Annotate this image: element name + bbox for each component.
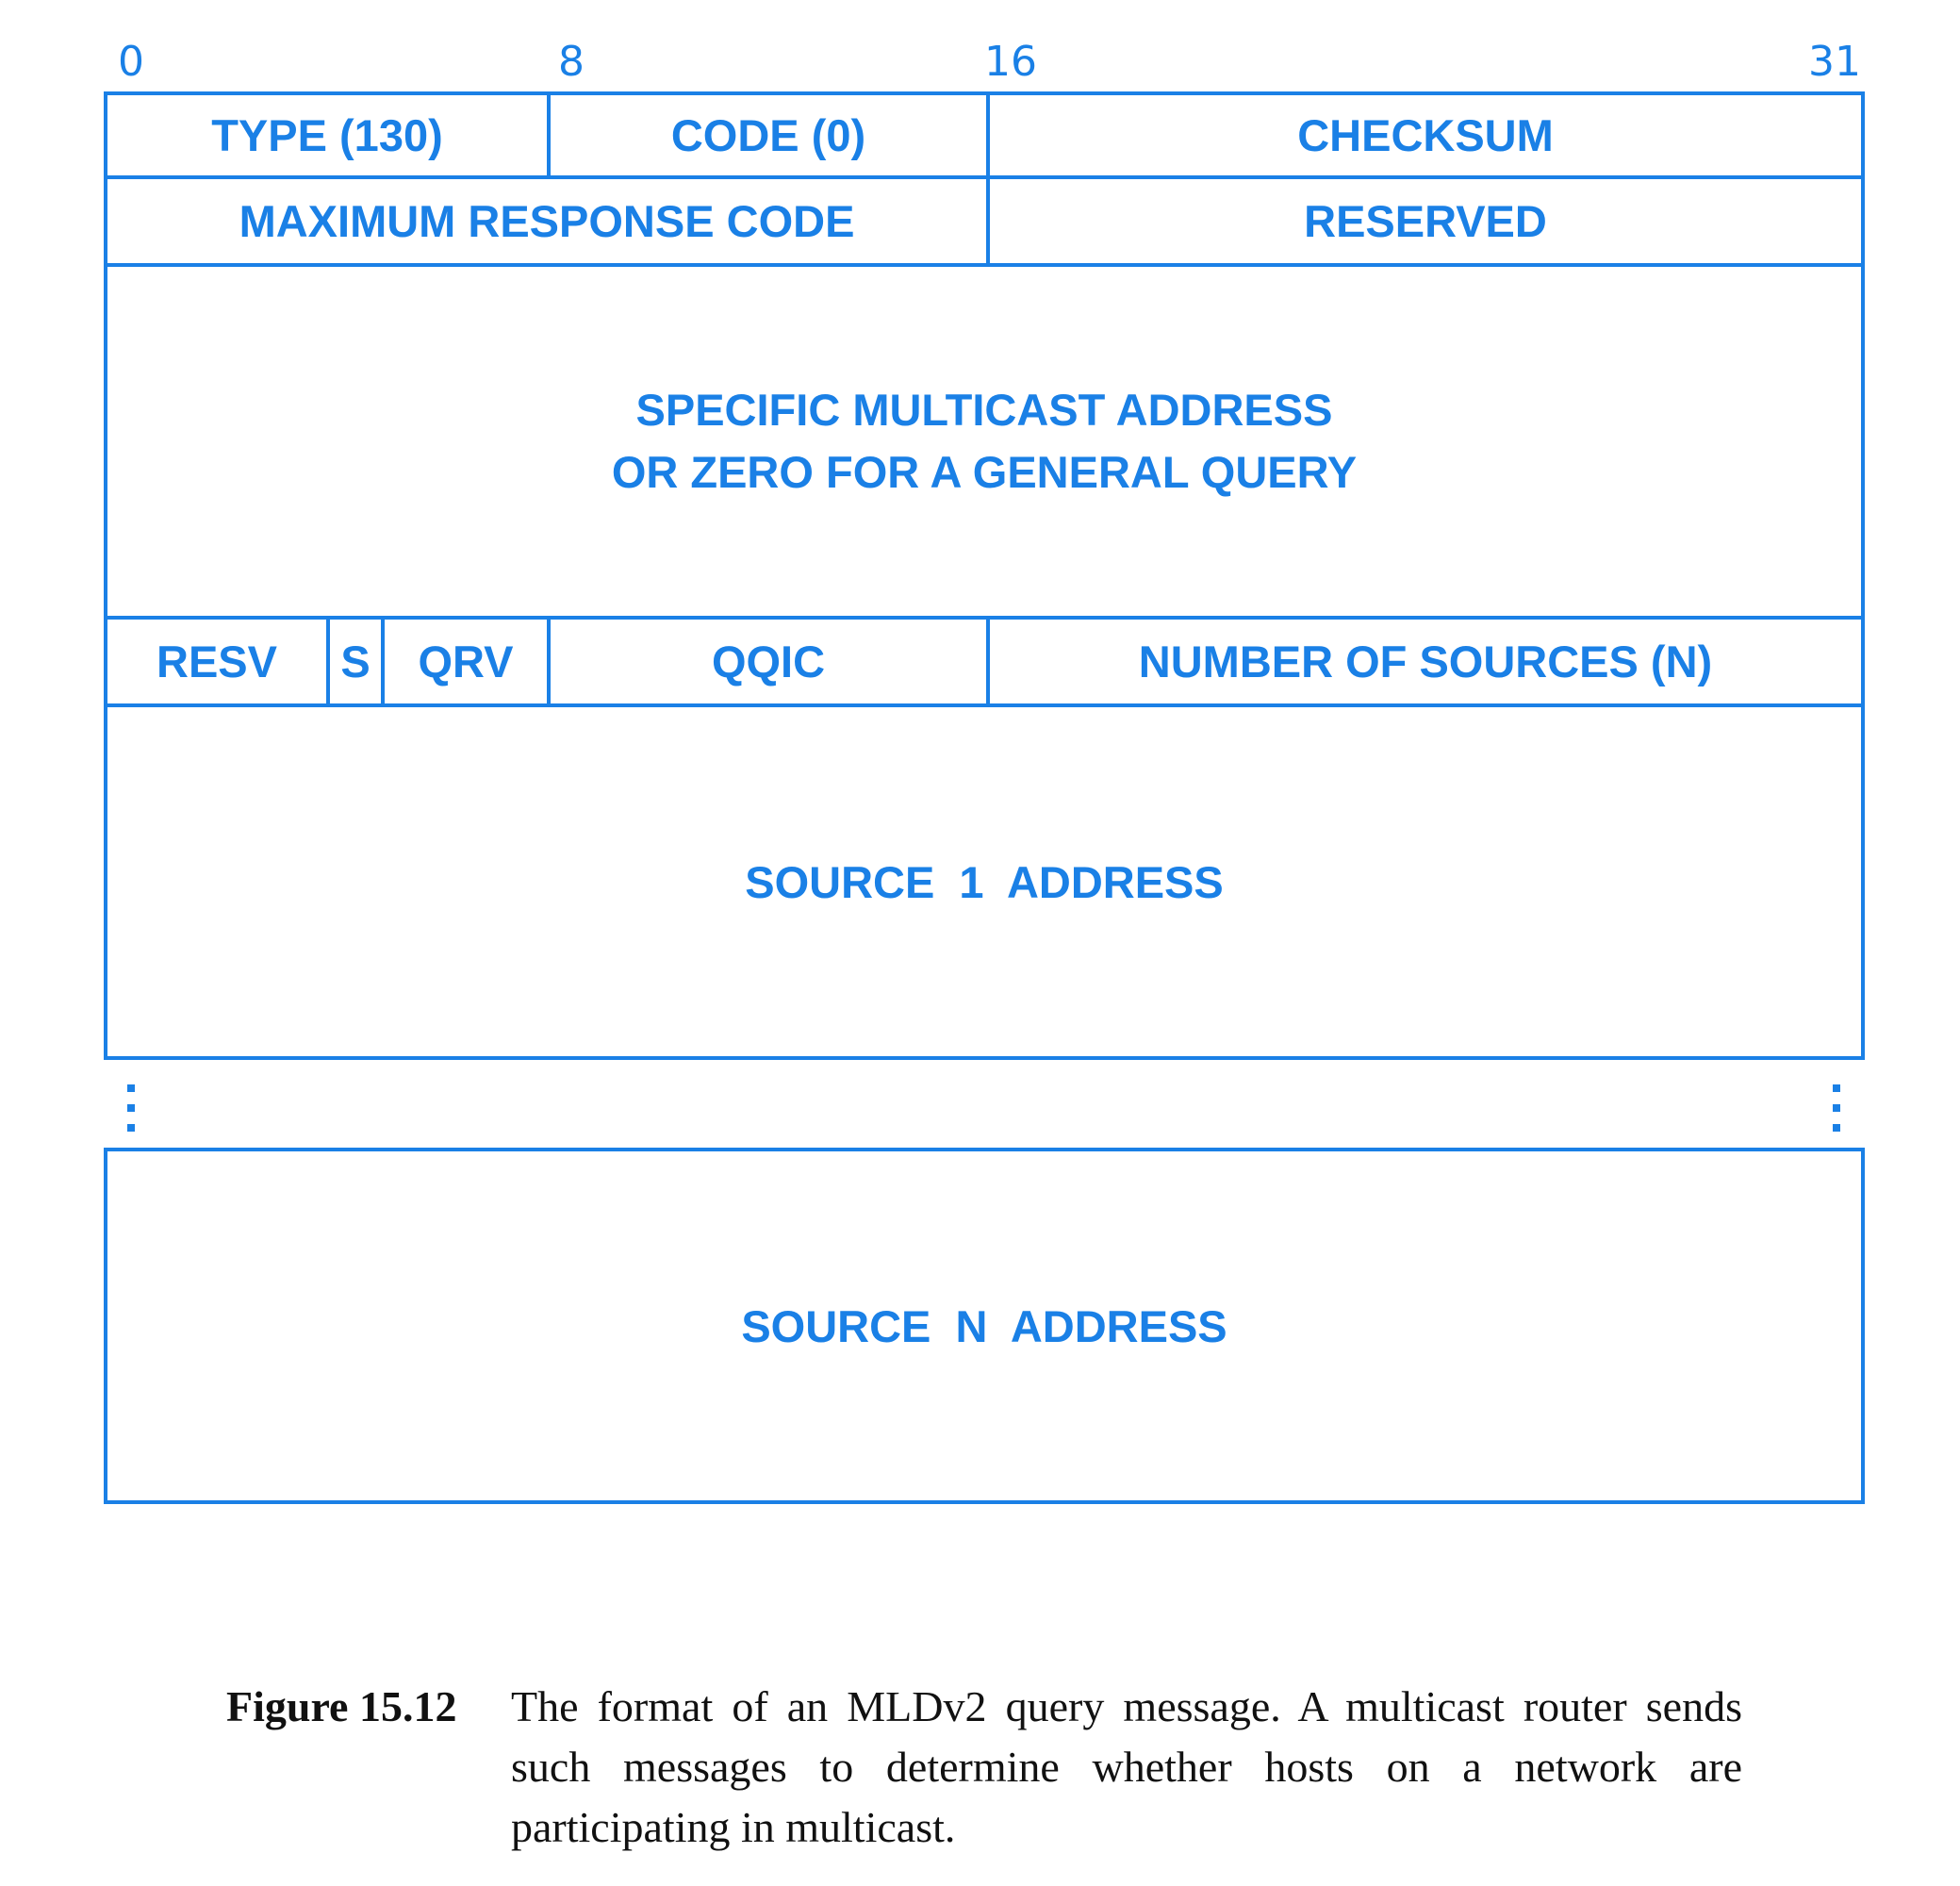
type-field: TYPE (130)	[211, 110, 443, 160]
row-header-2	[104, 179, 1865, 267]
bit-label-16: 16	[984, 38, 1037, 86]
source-1-address-field: SOURCE 1 ADDRESS	[745, 856, 1224, 907]
code-field: CODE (0)	[547, 95, 986, 175]
figure-label: Figure 15.12	[226, 1682, 457, 1730]
multicast-address-field	[107, 267, 1861, 616]
max-response-code-field: MAXIMUM RESPONSE CODE	[239, 196, 855, 246]
row-multicast-address	[104, 267, 1865, 620]
row-header-1	[104, 91, 1865, 179]
row-flags	[104, 620, 1865, 707]
figure-caption	[226, 1677, 1742, 1858]
ellipsis-left	[127, 1084, 135, 1144]
bit-label-0: 0	[118, 38, 144, 86]
ellipsis-right	[1833, 1084, 1840, 1144]
source-n-address-field: SOURCE N ADDRESS	[104, 1148, 1865, 1504]
number-of-sources-field: NUMBER OF SOURCES (N)	[986, 620, 1861, 703]
multicast-address-line2: OR ZERO FOR A GENERAL QUERY	[611, 447, 1358, 497]
bit-label-8: 8	[558, 38, 585, 86]
qqic-field: QQIC	[547, 620, 986, 703]
figure-caption-text: The format of an MLDv2 query message. A multicast router sends such messages to determine whether hosts on a network are participating in multicast.	[511, 1682, 1742, 1851]
checksum-field: CHECKSUM	[986, 95, 1861, 175]
reserved-field: RESERVED	[986, 179, 1861, 263]
packet-format-diagram	[104, 91, 1865, 1060]
s-flag-field: S	[326, 620, 381, 703]
bit-label-31: 31	[1808, 38, 1861, 86]
multicast-address-line1: SPECIFIC MULTICAST ADDRESS	[635, 385, 1333, 435]
resv-field: RESV	[156, 637, 277, 687]
row-source-1	[104, 707, 1865, 1060]
qrv-field: QRV	[381, 620, 547, 703]
